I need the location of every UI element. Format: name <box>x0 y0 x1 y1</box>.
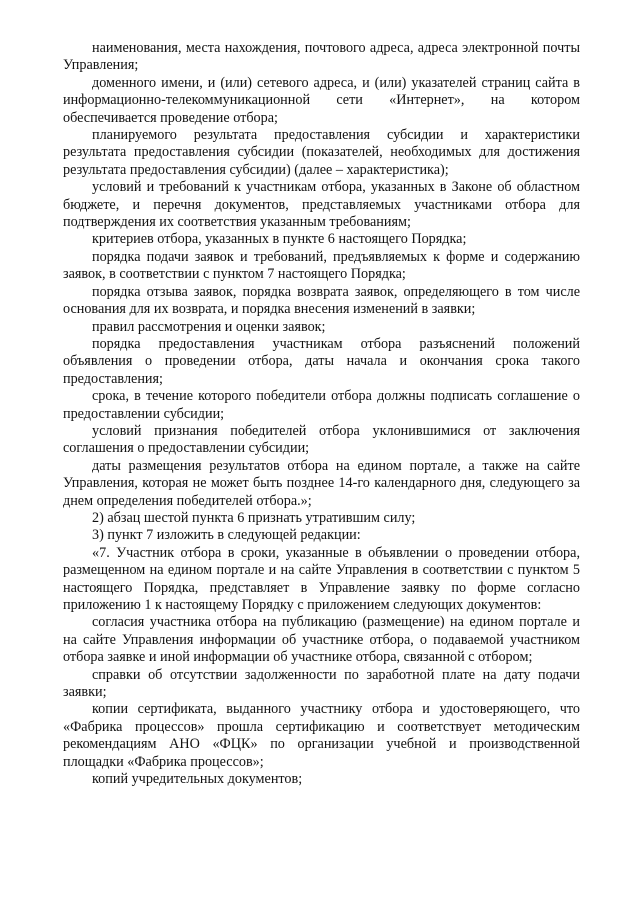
paragraph: «7. Участник отбора в сроки, указанные в объявлении о проведении отбора, размещенном на едином портале и на сайте Управления в соответствии с пунктом 5 настоящего Порядка, представляет в Управление заявку по форме согласно приложению 1 к настоящему Порядку с приложением следующих документов: <box>63 544 580 613</box>
paragraph: копии сертификата, выданного участнику отбора и удостоверяющего, что «Фабрика процессов» прошла сертификацию и соответствует методическим рекомендациям АНО «ФЦК» по организации учебной и производственной площадки «Фабрика процессов»; <box>63 701 580 770</box>
paragraph: срока, в течение которого победители отбора должны подписать соглашение о предоставлении субсидии; <box>63 388 580 422</box>
paragraph: порядка подачи заявок и требований, предъявляемых к форме и содержанию заявок, в соответствии с пунктом 7 настоящего Порядка; <box>63 248 580 283</box>
paragraph: справки об отсутствии задолженности по заработной плате на дату подачи заявки; <box>63 666 580 701</box>
paragraph: наименования, места нахождения, почтового адреса, адреса электронной почты Управления; <box>63 40 580 74</box>
paragraph: доменного имени, и (или) сетевого адреса, и (или) указателей страниц сайта в информационно-телекоммуникационной сети «Интернет», на котором обеспечивается проведение отбора; <box>63 74 580 126</box>
paragraph: 2) абзац шестой пункта 6 признать утратившим силу; <box>92 509 416 526</box>
paragraph: даты размещения результатов отбора на едином портале, а также на сайте Управления, которая не может быть позднее 14-го календарного дня, следующего за днем определения победителей отбора.»; <box>63 457 580 509</box>
paragraph: порядка предоставления участникам отбора разъяснений положений объявления о проведении отбора, даты начала и окончания срока такого предоставления; <box>63 335 580 387</box>
paragraph: планируемого результата предоставления субсидии и характеристики результата предоставления субсидии (показателей, необходимых для достижения результата предоставления субсидии) (далее – характеристика); <box>63 127 580 178</box>
paragraph: условий и требований к участникам отбора, указанных в Законе об областном бюджете, и перечня документов, представляемых участниками отбора для подтверждения их соответствия указанным требованиям; <box>63 179 580 231</box>
paragraph: условий признания победителей отбора уклонившимися от заключения соглашения о предоставлении субсидии; <box>63 422 580 457</box>
paragraph: копий учредительных документов; <box>92 771 303 788</box>
paragraph: 3) пункт 7 изложить в следующей редакции: <box>92 527 361 544</box>
paragraph: порядка отзыва заявок, порядка возврата заявок, определяющего в том числе основания для их возврата, и порядка внесения изменений в заявки; <box>63 283 580 318</box>
paragraph: критериев отбора, указанных в пункте 6 настоящего Порядка; <box>92 231 467 248</box>
paragraph: правил рассмотрения и оценки заявок; <box>92 318 326 335</box>
paragraph: согласия участника отбора на публикацию (размещение) на едином портале и на сайте Управления информации об участнике отбора, о подаваемой участником отбора заявке и иной информации об участнике отбора, связанной с отбором; <box>63 614 580 666</box>
document-body <box>63 40 580 788</box>
